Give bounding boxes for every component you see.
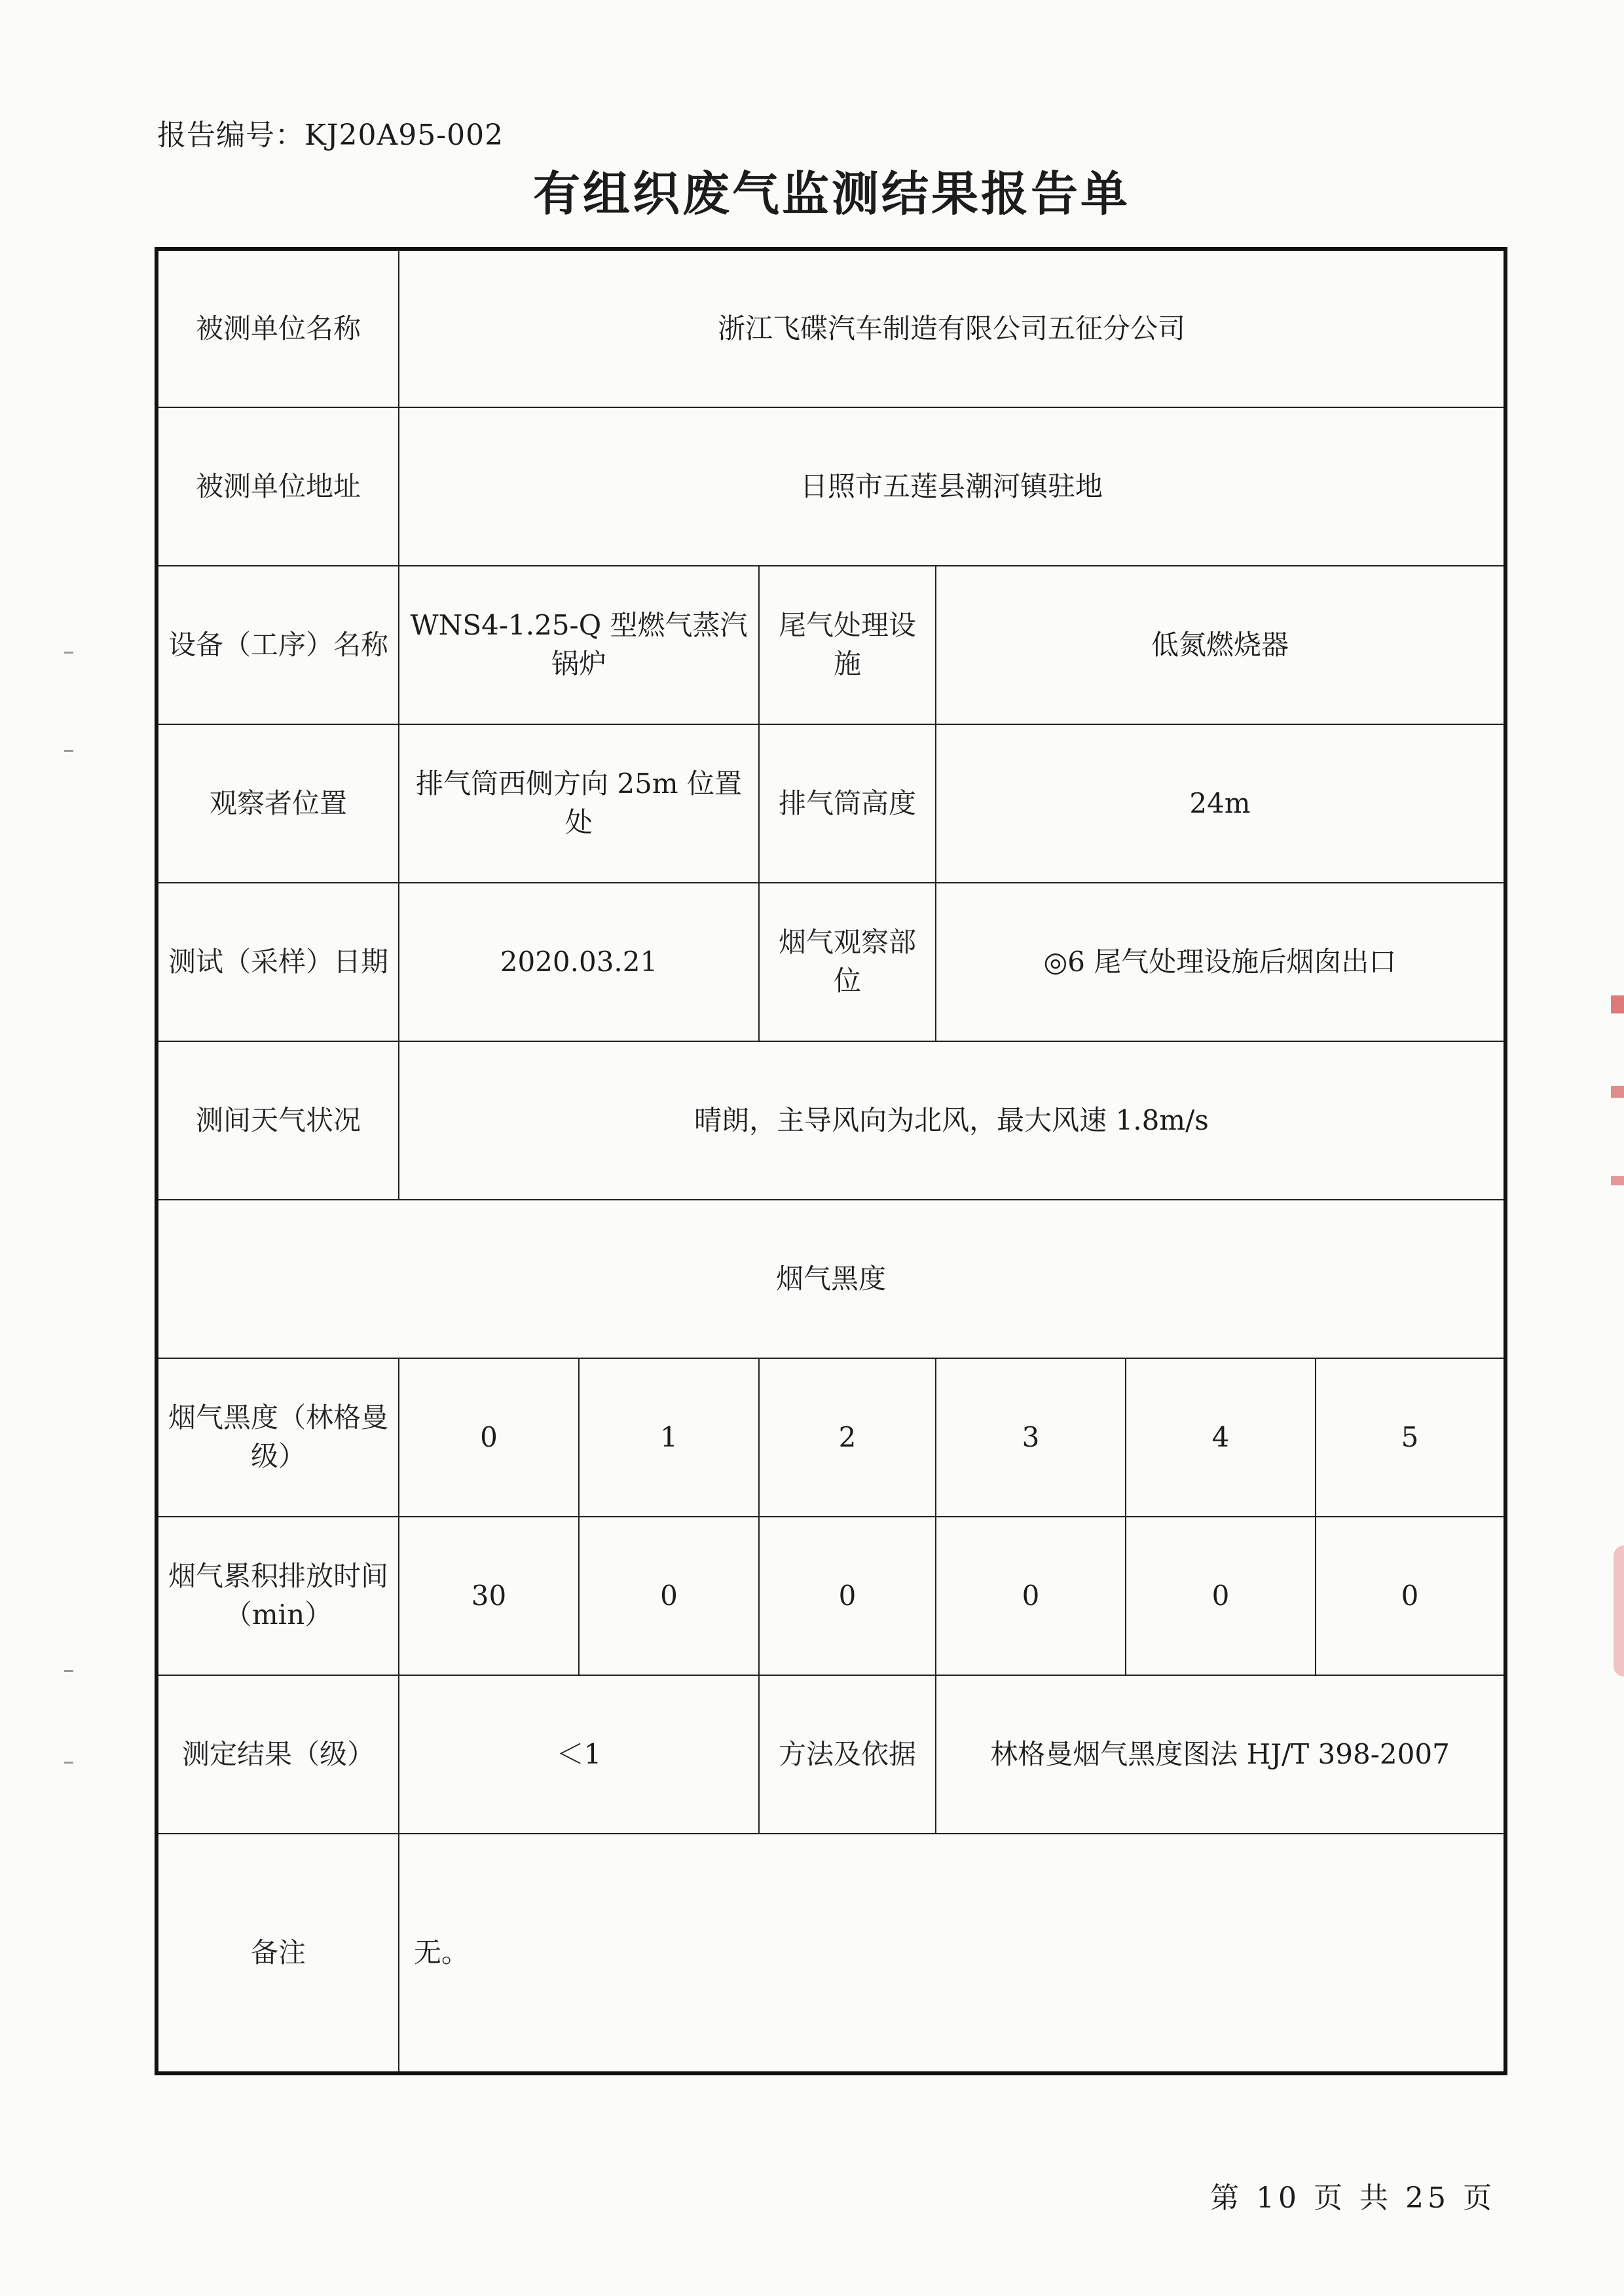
remarks-label: 备注	[157, 1834, 399, 2073]
table-row	[157, 1834, 1505, 2073]
cumulative-time-value: 0	[1316, 1517, 1505, 1675]
equipment-label: 设备（工序）名称	[157, 566, 399, 724]
observation-point-value: ◎6 尾气处理设施后烟囱出口	[936, 883, 1505, 1041]
table-row	[157, 883, 1505, 1041]
seal-edge-mark	[1611, 995, 1624, 1297]
report-number: 报告编号：KJ20A95-002	[157, 119, 504, 152]
ringelmann-level: 3	[936, 1358, 1126, 1517]
result-label: 测定结果（级）	[157, 1675, 399, 1834]
ringelmann-level: 4	[1126, 1358, 1316, 1517]
test-date-label: 测试（采样）日期	[157, 883, 399, 1041]
observer-position-value: 排气筒西侧方向 25m 位置处	[399, 724, 759, 883]
unit-name-label: 被测单位名称	[157, 249, 399, 407]
stack-height-label: 排气筒高度	[759, 724, 936, 883]
cumulative-time-label: 烟气累积排放时间（min）	[157, 1517, 399, 1675]
ringelmann-level: 0	[399, 1358, 579, 1517]
unit-name-value: 浙江飞碟汽车制造有限公司五征分公司	[399, 249, 1505, 407]
observer-position-label: 观察者位置	[157, 724, 399, 883]
cumulative-time-value: 0	[759, 1517, 936, 1675]
scan-speck	[64, 652, 73, 654]
table-row	[157, 1517, 1505, 1675]
ringelmann-label: 烟气黑度（林格曼级）	[157, 1358, 399, 1517]
result-value: ＜1	[399, 1675, 759, 1834]
table-row	[157, 249, 1505, 407]
section-title: 烟气黑度	[157, 1200, 1505, 1358]
scan-speck	[64, 750, 73, 752]
treatment-value: 低氮燃烧器	[936, 566, 1505, 724]
test-date-value: 2020.03.21	[399, 883, 759, 1041]
scan-speck	[64, 1670, 73, 1672]
ringelmann-level: 1	[579, 1358, 759, 1517]
scan-speck	[64, 1762, 73, 1764]
treatment-label: 尾气处理设施	[759, 566, 936, 724]
table-row	[157, 407, 1505, 566]
observation-point-label: 烟气观察部位	[759, 883, 936, 1041]
weather-value: 晴朗，主导风向为北风，最大风速 1.8m/s	[399, 1041, 1505, 1200]
page-number: 第 10 页 共 25 页	[1210, 2181, 1496, 2215]
table-row	[157, 1041, 1505, 1200]
cumulative-time-value: 0	[579, 1517, 759, 1675]
ringelmann-level: 5	[1316, 1358, 1505, 1517]
method-value: 林格曼烟气黑度图法 HJ/T 398-2007	[936, 1675, 1505, 1834]
unit-address-value: 日照市五莲县潮河镇驻地	[399, 407, 1505, 566]
table-row	[157, 1200, 1505, 1358]
remarks-value: 无。	[399, 1834, 1505, 2073]
table-row	[157, 1675, 1505, 1834]
table-row	[157, 1358, 1505, 1517]
weather-label: 测间天气状况	[157, 1041, 399, 1200]
cumulative-time-value: 30	[399, 1517, 579, 1675]
document-title: 有组织废气监测结果报告单	[532, 166, 1130, 221]
seal-edge-mark	[1614, 1546, 1624, 1676]
unit-address-label: 被测单位地址	[157, 407, 399, 566]
method-label: 方法及依据	[759, 1675, 936, 1834]
equipment-value: WNS4-1.25-Q 型燃气蒸汽锅炉	[399, 566, 759, 724]
table-row	[157, 566, 1505, 724]
cumulative-time-value: 0	[1126, 1517, 1316, 1675]
cumulative-time-value: 0	[936, 1517, 1126, 1675]
monitoring-result-table	[155, 247, 1507, 2075]
ringelmann-level: 2	[759, 1358, 936, 1517]
stack-height-value: 24m	[936, 724, 1505, 883]
table-row	[157, 724, 1505, 883]
